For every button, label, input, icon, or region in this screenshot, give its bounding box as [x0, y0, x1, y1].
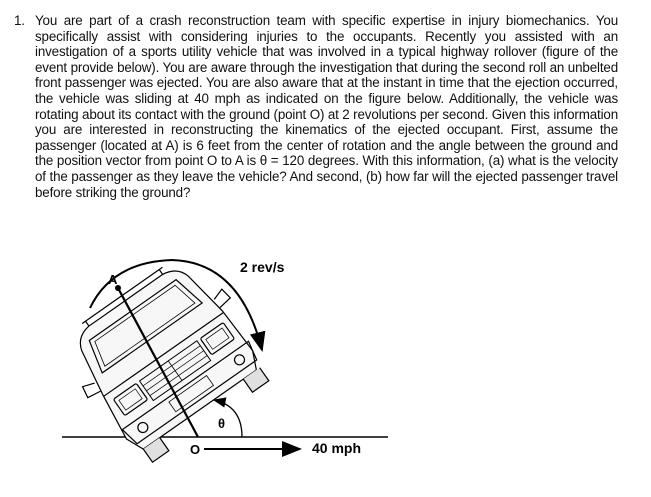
- rotation-label: 2 rev/s: [240, 259, 285, 275]
- point-a-label: A: [108, 272, 118, 287]
- angle-label: θ: [218, 416, 226, 431]
- rollover-figure: [0, 240, 651, 492]
- problem-text: You are part of a crash reconstruction team with specific expertise in injury biomechanics. You specifically assist with considering injuries to the occupants. Recently you assisted with an investigation of a sports utility vehicle that was involved in a typical highway rollover (figure of the event provide below). You are aware through the investigation that during the second roll an unbelted front passenger was ejected. You are also aware that at the instant in time that the ejection occurred, the vehicle was sliding at 40 mph as indicated on the figure below. Additionally, the vehicle was rotating about its contact with the ground (point O) at 2 revolutions per second. Given this information you are interested in reconstructing the kinematics of the ejected occupant. First, assume the passenger (located at A) is 6 feet from the center of rotation and the angle between the ground and the position vector from point O to A is θ = 120 degrees. With this information, (a) what is the velocity of the passenger as they leave the vehicle? And second, (b) how far will the ejected passenger travel before striking the ground?: [35, 13, 618, 200]
- rollover-diagram: [0, 240, 651, 492]
- problem-statement: [14, 13, 618, 200]
- velocity-label: 40 mph: [312, 440, 362, 456]
- problem-number: 1.: [14, 13, 25, 28]
- point-o-label: O: [190, 442, 201, 457]
